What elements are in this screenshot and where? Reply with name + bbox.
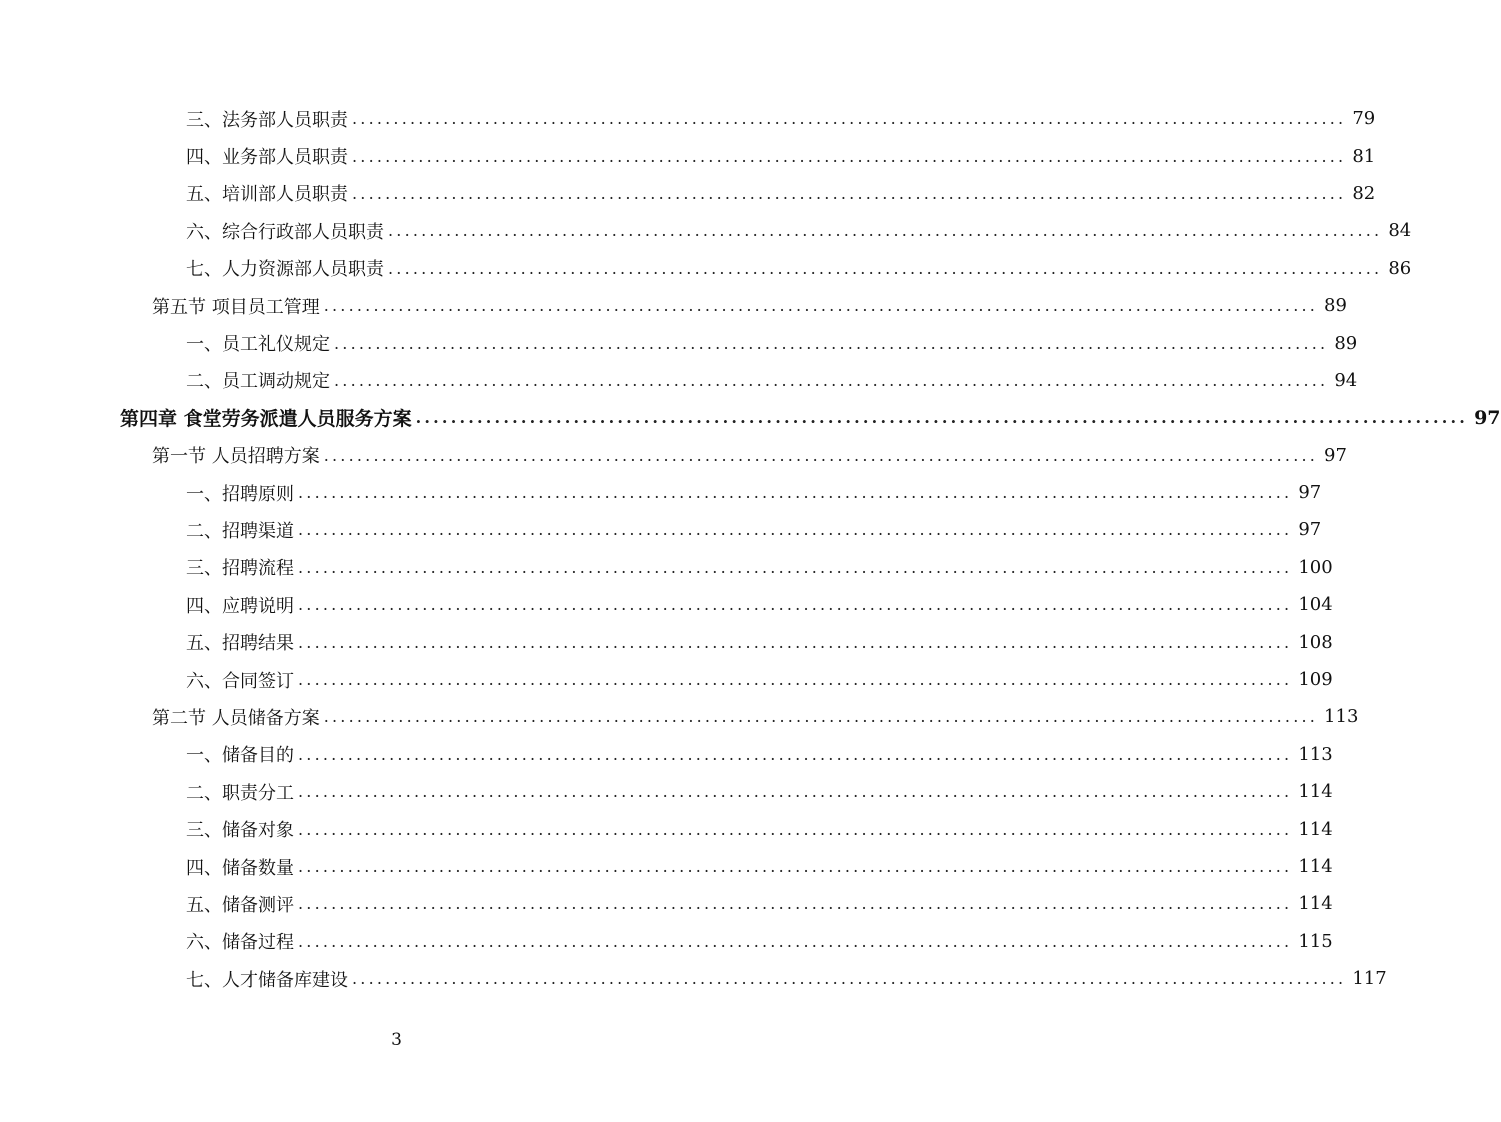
dot-leader: ........................................................................................................................: [352, 969, 1347, 989]
toc-entry-page: 114: [1298, 781, 1333, 803]
toc-entry-title: 三、招聘流程: [186, 554, 298, 580]
dot-leader: ........................................................................................................................: [298, 931, 1293, 951]
toc-entry-page: 115: [1298, 930, 1333, 952]
toc-entry[interactable]: [186, 848, 1333, 885]
dot-leader: ........................................................................................................................: [352, 146, 1347, 166]
toc-entry-title: 四、应聘说明: [186, 592, 298, 618]
toc-entry-page: 86: [1388, 257, 1412, 279]
toc-entry-page: 97: [1298, 519, 1322, 541]
toc-entry[interactable]: [152, 437, 1347, 474]
dot-leader: ........................................................................................................................: [323, 445, 1319, 465]
toc-entry[interactable]: [152, 698, 1359, 735]
toc-entry-title: 四、储备数量: [186, 854, 298, 880]
toc-entry[interactable]: [186, 250, 1412, 287]
toc-entry-page: 89: [1334, 332, 1358, 354]
dot-leader: ........................................................................................................................: [388, 221, 1383, 241]
dot-leader: ........................................................................................................................: [298, 520, 1293, 540]
toc-entry-page: 89: [1324, 295, 1347, 317]
toc-entry-title: 第二节 人员储备方案: [152, 704, 324, 730]
dot-leader: ........................................................................................................................: [298, 894, 1293, 914]
toc-entry-title: 七、人才储备库建设: [186, 966, 352, 992]
toc-entry-page: 81: [1352, 145, 1376, 167]
dot-leader: ........................................................................................................................: [298, 857, 1293, 876]
toc-entry-page: 79: [1352, 108, 1376, 130]
toc-entry[interactable]: [186, 623, 1333, 660]
dot-leader: ........................................................................................................................: [298, 819, 1293, 839]
toc-entry-title: 六、综合行政部人员职责: [186, 218, 388, 244]
toc-entry[interactable]: [186, 324, 1358, 361]
toc-entry-title: 七、人力资源部人员职责: [186, 255, 388, 281]
toc-entry-title: 五、储备测评: [186, 891, 298, 917]
toc-entry-title: 一、员工礼仪规定: [186, 330, 334, 356]
toc-entry-title: 第五节 项目员工管理: [152, 293, 324, 319]
toc-entry-title: 六、合同签订: [186, 667, 298, 693]
toc-entry-page: 100: [1298, 556, 1333, 578]
toc-entry-page: 113: [1298, 743, 1333, 765]
toc-entry-title: 四、业务部人员职责: [186, 143, 352, 169]
toc-entry[interactable]: [152, 287, 1347, 324]
toc-entry[interactable]: [186, 736, 1333, 773]
toc-entry-title: 二、员工调动规定: [186, 367, 334, 393]
toc-entry-page: 113: [1324, 706, 1359, 728]
toc-entry[interactable]: [186, 474, 1322, 511]
toc-entry-page: 109: [1298, 669, 1333, 691]
toc-entry[interactable]: [186, 586, 1333, 623]
toc-entry[interactable]: [186, 137, 1376, 174]
toc-entry-page: 97: [1474, 406, 1501, 429]
toc-entry-page: 82: [1352, 182, 1376, 204]
toc-entry[interactable]: [186, 885, 1333, 922]
toc-entry[interactable]: [186, 362, 1358, 399]
dot-leader: ........................................................................................................................: [334, 370, 1329, 390]
toc-entry-page: 97: [1324, 444, 1347, 466]
toc-entry-page: 94: [1334, 369, 1358, 391]
toc-entry-title: 一、招聘原则: [186, 480, 298, 506]
toc-entry-page: 104: [1298, 594, 1333, 616]
toc-entry[interactable]: [186, 773, 1333, 810]
dot-leader: ........................................................................................................................: [388, 258, 1383, 278]
dot-leader: ........................................................................................................................: [323, 296, 1319, 316]
toc-entry[interactable]: [186, 960, 1387, 997]
dot-leader: ........................................................................................................................: [334, 333, 1329, 353]
toc-entry[interactable]: [186, 212, 1412, 249]
table-of-contents: [0, 100, 1501, 997]
toc-entry[interactable]: [186, 661, 1333, 698]
toc-entry-page: 114: [1298, 856, 1333, 877]
toc-entry-page: 97: [1298, 482, 1322, 504]
toc-entry[interactable]: [186, 511, 1322, 548]
dot-leader: ........................................................................................................................: [298, 782, 1293, 802]
dot-leader: ........................................................................................................................: [323, 707, 1319, 727]
toc-entry-title: 一、储备目的: [186, 741, 298, 767]
toc-entry-title: 三、储备对象: [186, 816, 298, 842]
toc-entry-title: 六、储备过程: [186, 928, 298, 954]
dot-leader: ........................................................................................................................: [298, 483, 1293, 503]
toc-entry-page: 84: [1388, 220, 1412, 242]
toc-entry[interactable]: [186, 175, 1376, 212]
toc-entry-page: 108: [1298, 631, 1333, 653]
toc-entry-title: 二、招聘渠道: [186, 517, 298, 543]
toc-entry[interactable]: [186, 923, 1333, 960]
dot-leader: ........................................................................................................................: [298, 595, 1293, 615]
toc-entry[interactable]: [186, 810, 1333, 847]
toc-entry-title: 三、法务部人员职责: [186, 106, 352, 132]
dot-leader: ........................................................................................................................: [298, 744, 1293, 764]
toc-entry[interactable]: [186, 549, 1333, 586]
dot-leader: ........................................................................................................................: [298, 557, 1293, 577]
toc-entry-title: 二、职责分工: [186, 779, 298, 805]
toc-entry-page: 114: [1298, 893, 1333, 915]
dot-leader: ........................................................................................................................: [298, 670, 1293, 690]
toc-entry[interactable]: [186, 100, 1376, 137]
toc-entry[interactable]: [120, 399, 1501, 436]
dot-leader: ........................................................................................................................: [415, 408, 1469, 428]
toc-entry-title: 第四章 食堂劳务派遣人员服务方案: [120, 404, 416, 431]
toc-entry-title: 五、培训部人员职责: [186, 180, 352, 206]
toc-entry-title: 第一节 人员招聘方案: [152, 442, 324, 468]
toc-entry-page: 114: [1298, 818, 1333, 840]
dot-leader: ........................................................................................................................: [352, 183, 1347, 203]
page-number: 3: [391, 1030, 402, 1050]
toc-entry-page: 117: [1352, 968, 1387, 990]
dot-leader: ........................................................................................................................: [352, 109, 1347, 129]
toc-entry-title: 五、招聘结果: [186, 629, 298, 655]
dot-leader: ........................................................................................................................: [298, 632, 1293, 652]
